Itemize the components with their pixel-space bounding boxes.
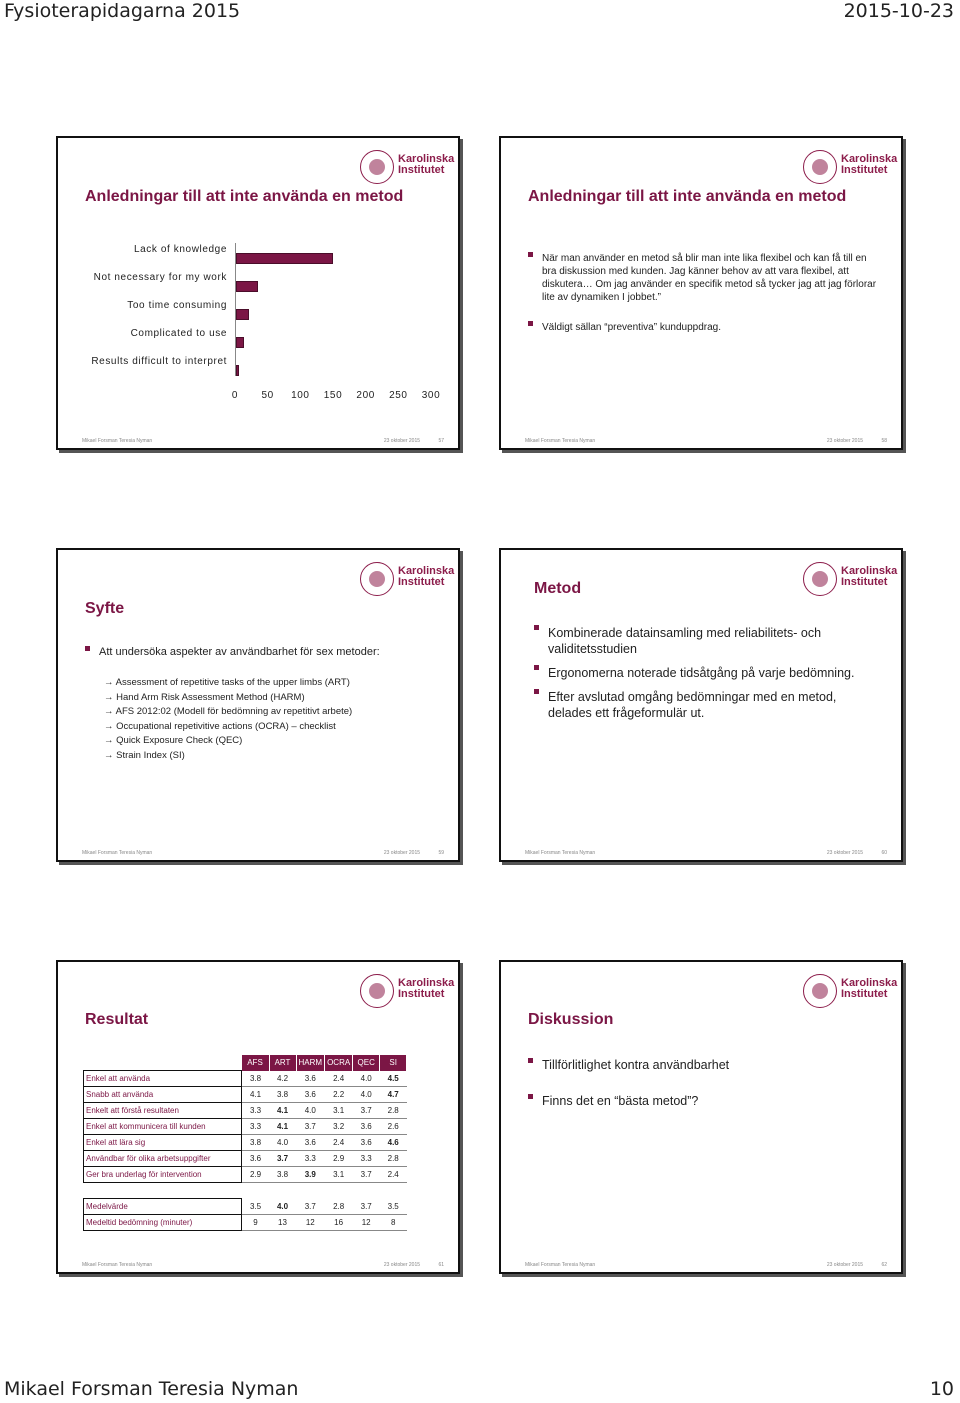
table-column-header: HARM (296, 1055, 325, 1071)
row-label: Snabb att använda (84, 1087, 242, 1103)
table-cell: 9 (242, 1215, 270, 1231)
table-cell: 2.8 (380, 1103, 407, 1119)
table-cell: 2.9 (242, 1167, 270, 1183)
method-item (104, 734, 352, 749)
row-label: Enkel att kommunicera till kunden (84, 1119, 242, 1135)
chart-category-label: Lack of knowledge (133, 244, 227, 255)
slide-title: Anledningar till att inte använda en metod (528, 188, 847, 205)
bullet-item: Tillförlitlighet kontra användbarhet (528, 1058, 881, 1072)
logo-line1: Karolinska (398, 977, 455, 989)
row-label: Medelvärde (84, 1199, 242, 1215)
chart-tick-label: 300 (421, 390, 441, 401)
table-spacer (84, 1183, 407, 1199)
table-cell: 2.8 (325, 1199, 353, 1215)
chart-tick-label: 250 (389, 390, 408, 401)
table-cell: 4.7 (380, 1087, 407, 1103)
method-item (104, 691, 352, 706)
slide-footer-author: Mikael Forsman Teresia Nyman (82, 1262, 153, 1268)
table-row (84, 1135, 407, 1151)
table-cell: 3.6 (296, 1071, 325, 1087)
table-column-header: AFS (242, 1055, 270, 1071)
logo-line2: Institutet (398, 576, 445, 588)
chart-category-label: Too time consuming (127, 300, 227, 311)
karolinska-logo (360, 974, 455, 1014)
method-label: Assessment of repetitive tasks of the upper limbs (ART) (115, 677, 350, 688)
slide-footer-date: 23 oktober 2015 (383, 850, 420, 856)
table-cell: 12 (296, 1215, 325, 1231)
table-cell: 3.5 (380, 1199, 407, 1215)
table-cell: 3.3 (353, 1151, 380, 1167)
method-item (104, 705, 352, 720)
karolinska-logo (803, 150, 898, 190)
table-row (84, 1167, 407, 1183)
chart-bar (236, 253, 333, 264)
table-cell: 3.3 (242, 1119, 270, 1135)
ki-seal-icon (803, 562, 837, 596)
bullet-list (85, 646, 438, 658)
table-cell: 3.7 (269, 1151, 296, 1167)
method-label: Strain Index (SI) (116, 749, 185, 761)
chart-bar (236, 281, 258, 292)
slide-title: Anledningar till att inte använda en metod (85, 188, 404, 205)
slide-number: 60 (881, 850, 887, 856)
bullet-item: Finns det en “bästa metod”? (528, 1094, 881, 1108)
slide-number: 58 (881, 438, 887, 444)
table-cell: 3.6 (353, 1135, 380, 1151)
page-header-left: Fysioterapidagarna 2015 (4, 0, 241, 22)
logo-line1: Karolinska (398, 153, 455, 165)
arrow-icon: → (104, 749, 117, 761)
method-label: Hand Arm Risk Assessment Method (HARM) (116, 691, 305, 703)
bullet-item: Efter avslutad omgång bedömningar med en metod, delades ett frågeformulär ut. (534, 689, 881, 721)
table-cell: 2.8 (380, 1151, 407, 1167)
page-header-right: 2015-10-23 (843, 0, 954, 22)
method-label: AFS 2012:02 (Modell för bedömning av repetitivt arbete) (115, 706, 353, 717)
table-cell: 3.7 (353, 1199, 380, 1215)
bullet-item: Att undersöka aspekter av användbarhet för sex metoder: (85, 646, 438, 658)
table-cell: 13 (269, 1215, 296, 1231)
table-cell: 3.3 (242, 1103, 270, 1119)
slide-number: 62 (881, 1262, 887, 1268)
row-label: Användbar för olika arbetsuppgifter (84, 1151, 242, 1167)
chart-bar (236, 365, 239, 376)
table-row (84, 1199, 407, 1215)
row-label: Enkelt att förstå resultaten (84, 1103, 242, 1119)
table-cell: 3.7 (296, 1199, 325, 1215)
chart-bar (236, 309, 249, 320)
results-table (83, 1055, 407, 1231)
bullet-item: När man använder en metod så blir man inte lika flexibel och kan få till en bra diskussion med kunden. Jag känner behov av att vara flexibel, att diskutera… Om jag använder en specifik metod så tycker jag att jag förlorar lite av dynamiken I jobbet.” (528, 252, 881, 304)
table-cell: 4.1 (269, 1103, 296, 1119)
table-cell: 4.6 (380, 1135, 407, 1151)
arrow-icon: → (104, 691, 117, 703)
slide-footer-date: 23 oktober 2015 (826, 1262, 863, 1268)
slide-title: Resultat (85, 1011, 149, 1028)
table-column-header: QEC (353, 1055, 380, 1071)
table-cell: 2.6 (380, 1119, 407, 1135)
logo-line2: Institutet (841, 164, 888, 176)
arrow-icon: → (104, 720, 117, 732)
ki-seal-icon (360, 150, 394, 184)
logo-line2: Institutet (841, 576, 888, 588)
slide-footer-date: 23 oktober 2015 (383, 1262, 420, 1268)
slide-61 (56, 960, 460, 1274)
table-cell: 4.0 (353, 1071, 380, 1087)
table-cell: 3.6 (296, 1135, 325, 1151)
chart-tick-label: 0 (231, 390, 239, 401)
bullet-list (534, 625, 881, 721)
slide-60 (499, 548, 903, 862)
slide-title: Syfte (85, 600, 125, 617)
table-cell: 3.1 (325, 1167, 353, 1183)
row-label: Medeltid bedömning (minuter) (84, 1215, 242, 1231)
karolinska-logo (803, 562, 898, 602)
page-footer-right: 10 (929, 1378, 954, 1400)
bullet-item: Ergonomerna noterade tidsåtgång på varje bedömning. (534, 665, 881, 681)
slide-number: 59 (438, 850, 444, 856)
chart-category-label: Not necessary for my work (93, 272, 227, 283)
page-footer-left: Mikael Forsman Teresia Nyman (4, 1378, 299, 1400)
logo-line1: Karolinska (841, 153, 898, 165)
table-cell: 3.2 (325, 1119, 353, 1135)
table-cell: 3.5 (242, 1199, 270, 1215)
chart-tick-label: 200 (356, 390, 375, 401)
slide-number: 57 (438, 438, 444, 444)
ki-seal-icon (803, 974, 837, 1008)
chart-tick-label: 100 (291, 390, 310, 401)
table-cell: 2.4 (325, 1071, 353, 1087)
table-cell: 3.9 (296, 1167, 325, 1183)
logo-line2: Institutet (841, 988, 888, 1000)
table-cell: 3.6 (353, 1119, 380, 1135)
slide-footer-author: Mikael Forsman Teresia Nyman (525, 438, 596, 444)
table-cell: 16 (325, 1215, 353, 1231)
row-label: Enkel att lära sig (84, 1135, 242, 1151)
table-corner (84, 1055, 242, 1071)
slide-footer-date: 23 oktober 2015 (826, 438, 863, 444)
slide-footer-date: 23 oktober 2015 (826, 850, 863, 856)
bullet-item: Väldigt sällan “preventiva” kunduppdrag. (528, 321, 881, 334)
slide-title: Metod (534, 580, 582, 597)
slide-number: 61 (438, 1262, 444, 1268)
table-cell: 3.8 (269, 1087, 296, 1103)
slide-footer-author: Mikael Forsman Teresia Nyman (525, 850, 596, 856)
ki-seal-icon (803, 150, 837, 184)
table-column-header: SI (380, 1055, 407, 1071)
table-cell: 4.5 (380, 1071, 407, 1087)
method-label: Quick Exposure Check (QEC) (116, 735, 243, 746)
arrow-icon: → (104, 735, 117, 746)
row-label: Enkel att använda (84, 1071, 242, 1087)
table-cell: 4.0 (296, 1103, 325, 1119)
chart-tick-label: 50 (261, 390, 274, 401)
row-label: Ger bra underlag för intervention (84, 1167, 242, 1183)
slide-footer-date: 23 oktober 2015 (383, 438, 420, 444)
table-cell: 3.3 (296, 1151, 325, 1167)
table-column-header: OCRA (325, 1055, 353, 1071)
table-cell: 2.4 (325, 1135, 353, 1151)
table-cell: 4.1 (269, 1119, 296, 1135)
table-cell: 2.2 (325, 1087, 353, 1103)
method-label: Occupational repetivitive actions (OCRA) – checklist (116, 720, 336, 732)
ki-seal-icon (360, 562, 394, 596)
logo-line1: Karolinska (398, 565, 455, 577)
bullet-list (528, 1058, 881, 1108)
table-cell: 4.0 (269, 1199, 296, 1215)
chart-bar (236, 337, 244, 348)
logo-line2: Institutet (398, 988, 445, 1000)
table-cell: 2.4 (380, 1167, 407, 1183)
slide-58 (499, 136, 903, 450)
table-row (84, 1071, 407, 1087)
table-row (84, 1119, 407, 1135)
table-cell: 4.0 (269, 1135, 296, 1151)
logo-line2: Institutet (398, 164, 445, 176)
table-row (84, 1151, 407, 1167)
logo-line1: Karolinska (841, 977, 898, 989)
method-list (104, 676, 352, 763)
table-cell: 3.6 (296, 1087, 325, 1103)
arrow-icon: → (104, 706, 116, 717)
method-item (104, 720, 352, 735)
slide-footer-author: Mikael Forsman Teresia Nyman (525, 1262, 596, 1268)
karolinska-logo (360, 150, 455, 190)
arrow-icon: → (104, 677, 116, 688)
karolinska-logo (360, 562, 455, 602)
table-cell: 3.8 (269, 1167, 296, 1183)
method-item (104, 676, 352, 691)
table-cell: 4.0 (353, 1087, 380, 1103)
table-cell: 3.7 (296, 1119, 325, 1135)
slide-62 (499, 960, 903, 1274)
table-cell: 3.8 (242, 1135, 270, 1151)
table-cell: 8 (380, 1215, 407, 1231)
slide-59 (56, 548, 460, 862)
slide-title: Diskussion (528, 1011, 614, 1028)
ki-seal-icon (360, 974, 394, 1008)
table-cell: 3.6 (242, 1151, 270, 1167)
table-cell: 3.1 (325, 1103, 353, 1119)
slide-footer-author: Mikael Forsman Teresia Nyman (82, 438, 153, 444)
slide-footer-author: Mikael Forsman Teresia Nyman (82, 850, 153, 856)
table-row (84, 1087, 407, 1103)
table-column-header: ART (269, 1055, 296, 1071)
table-cell: 3.8 (242, 1071, 270, 1087)
table-cell: 2.9 (325, 1151, 353, 1167)
table-cell: 4.2 (269, 1071, 296, 1087)
table-cell: 4.1 (242, 1087, 270, 1103)
karolinska-logo (803, 974, 898, 1014)
table-row (84, 1215, 407, 1231)
table-cell: 3.7 (353, 1103, 380, 1119)
table-header-row (84, 1055, 407, 1071)
chart-category-label: Complicated to use (130, 328, 227, 339)
bullet-item: Kombinerade datainsamling med reliabilitets- och validitetsstudien (534, 625, 881, 657)
table-cell: 3.7 (353, 1167, 380, 1183)
chart-category-label: Results difficult to interpret (91, 356, 227, 367)
logo-line1: Karolinska (841, 565, 898, 577)
table-row (84, 1103, 407, 1119)
method-item (104, 749, 352, 764)
table-cell: 12 (353, 1215, 380, 1231)
bullet-list (528, 252, 881, 334)
slide-57 (56, 136, 460, 450)
chart-tick-label: 150 (323, 390, 343, 401)
